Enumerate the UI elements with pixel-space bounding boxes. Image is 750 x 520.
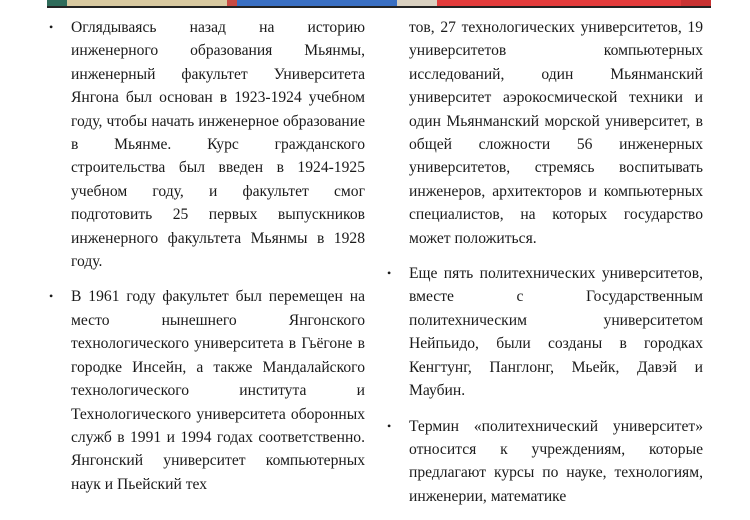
- banner-segment: [47, 0, 67, 6]
- paragraph: Еще пять политехнических университетов, вместе с Государственным политехническим университетом Нейпьидо, были созданы в городках Кенгтунг, Панглонг, Мьейк, Давэй и Маубин.: [409, 265, 703, 400]
- banner-segment: [397, 0, 437, 6]
- paragraph: тов, 27 технологических университетов, 19 университетов компьютерных исследований, один Мьянманский университет аэрокосмической техники и один Мьянманский морской университет, в общей сложности 56 инженерных университетов, стремясь воспитывать инженеров, архитекторов и компьютерных специалистов, на которых государство может положиться.: [409, 19, 703, 247]
- banner-segment: [67, 0, 227, 6]
- paragraph: Термин «политехнический университет» относится к учреждениям, которые предлагают курсы по науке, технологиям, инженерии, математике: [409, 417, 703, 505]
- list-item: [47, 16, 365, 273]
- list-item: [385, 262, 703, 402]
- left-column: [47, 16, 365, 508]
- paragraph: В 1961 году факультет был перемещен на место нынешнего Янгонского технологического университета в Гьёгоне в городке Инсейн, а также Мандалайского технологического института и Технологического университета оборонных служб в 1991 и 1994 годах соответственно. Янгонский университет компьютерных наук и Пьейский тех: [71, 288, 365, 493]
- list-item: [47, 285, 365, 496]
- bullet: •: [49, 289, 54, 304]
- top-banner-image: [47, 0, 711, 8]
- banner-segment: [227, 0, 237, 6]
- continued-paragraph: [385, 16, 703, 250]
- banner-segment: [437, 0, 681, 6]
- bullet: •: [387, 266, 392, 281]
- bullet: •: [387, 418, 392, 433]
- bullet: •: [49, 20, 54, 34]
- banner-segment: [681, 0, 711, 6]
- right-column: [385, 16, 703, 520]
- list-item: [385, 415, 703, 509]
- paragraph: Оглядываясь назад на историю инженерного образования Мьянмы, инженерный факультет Университета Янгона был основан в 1923-1924 учебном году, чтобы начать инженерное образование в Мьянме. Курс гражданского строительства был введен в 1924-1925 учебном году, и факультет смог подготовить 25 первых выпускников инженерного факультета Мьянмы в 1928 году.: [71, 19, 365, 271]
- banner-segment: [237, 0, 397, 6]
